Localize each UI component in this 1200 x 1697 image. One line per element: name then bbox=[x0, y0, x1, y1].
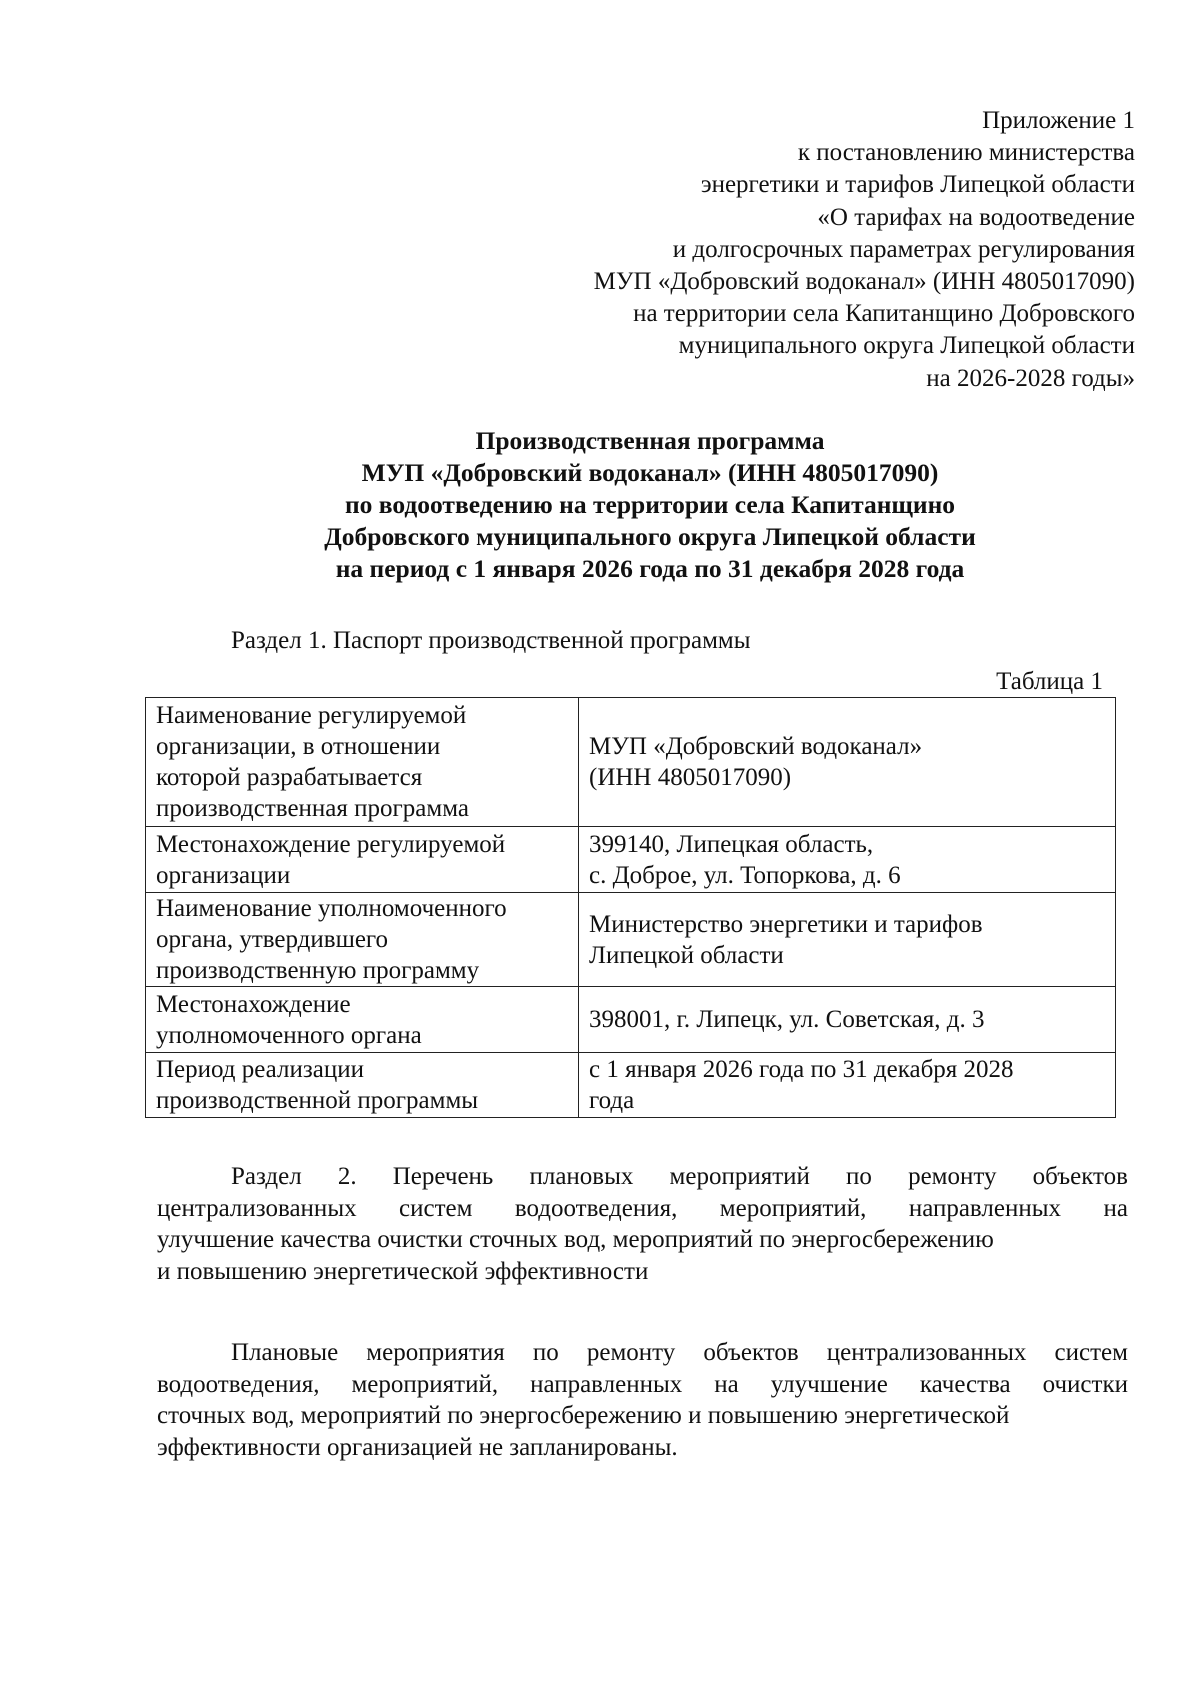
word: Плановые bbox=[231, 1339, 339, 1366]
appendix-block bbox=[335, 105, 1135, 395]
appendix-line: энергетики и тарифов Липецкой области bbox=[700, 171, 1135, 199]
word: очистки bbox=[1042, 1370, 1128, 1398]
word: мероприятий bbox=[669, 1163, 810, 1190]
word: по bbox=[532, 1339, 559, 1366]
word: мероприятия bbox=[366, 1339, 505, 1366]
word: централизованных bbox=[826, 1339, 1027, 1366]
word: мероприятий, bbox=[719, 1194, 867, 1222]
cell-line: организации bbox=[156, 861, 291, 889]
table-cell-value bbox=[579, 827, 1116, 893]
cell-line: производственной программы bbox=[156, 1087, 479, 1114]
plan-paragraph bbox=[157, 1337, 1128, 1463]
cell-line: организации, в отношении bbox=[156, 733, 441, 760]
word: объектов bbox=[703, 1339, 799, 1366]
cell-line: Липецкой области bbox=[589, 941, 784, 969]
table-cell-value bbox=[579, 893, 1116, 987]
appendix-line: на 2026-2028 годы» bbox=[926, 364, 1135, 392]
table-label: Таблица 1 bbox=[996, 668, 1103, 695]
table-cell-label bbox=[146, 698, 579, 827]
cell-line: Наименование регулируемой bbox=[156, 702, 467, 729]
word: водоотведения, bbox=[157, 1370, 320, 1398]
table-cell-label bbox=[146, 1053, 579, 1118]
word: качества bbox=[919, 1370, 1011, 1398]
table-row bbox=[146, 893, 1116, 987]
word: ремонту bbox=[908, 1163, 997, 1190]
cell-line: органа, утвердившего bbox=[156, 926, 389, 953]
paragraph-line bbox=[157, 1400, 1128, 1432]
word: систем bbox=[399, 1194, 473, 1222]
cell-line: с. Доброе, ул. Топоркова, д. 6 bbox=[589, 861, 901, 889]
word: Раздел bbox=[231, 1163, 302, 1190]
word: объектов bbox=[1032, 1163, 1128, 1190]
cell-line: 398001, г. Липецк, ул. Советская, д. 3 bbox=[589, 1006, 985, 1033]
title-line: Производственная программа bbox=[475, 426, 825, 455]
table-row bbox=[146, 987, 1116, 1053]
paragraph-line bbox=[157, 1369, 1128, 1401]
cell-line: года bbox=[589, 1087, 635, 1114]
document-title bbox=[150, 425, 1150, 585]
table-cell-label bbox=[146, 987, 579, 1053]
appendix-line: к постановлению министерства bbox=[797, 139, 1135, 167]
section2-heading bbox=[157, 1161, 1128, 1287]
word: по bbox=[846, 1163, 872, 1190]
table-cell-value bbox=[579, 987, 1116, 1053]
table-cell-value bbox=[579, 1053, 1116, 1118]
word: улучшение качества очистки сточных вод, мероприятий по энергосбережению bbox=[157, 1226, 994, 1253]
word: сточных вод, мероприятий по энергосбережению и повышению энергетической bbox=[157, 1402, 1010, 1429]
cell-line: Наименование уполномоченного bbox=[156, 895, 507, 922]
appendix-line: муниципального округа Липецкой области bbox=[678, 332, 1135, 360]
word: и повышению энергетической эффективности bbox=[157, 1257, 649, 1285]
cell-line: Местонахождение bbox=[156, 990, 351, 1018]
word: Перечень bbox=[392, 1163, 494, 1190]
paragraph-line bbox=[157, 1161, 1128, 1193]
title-line: по водоотведению на территории села Капитанщино bbox=[344, 490, 956, 519]
cell-line: МУП «Добровский водоканал» bbox=[589, 733, 923, 760]
appendix-line: на территории села Капитанщино Добровского bbox=[633, 300, 1135, 328]
word: на bbox=[1103, 1194, 1128, 1222]
appendix-line: и долгосрочных параметрах регулирования bbox=[672, 235, 1135, 263]
word: водоотведения, bbox=[514, 1194, 678, 1222]
paragraph-line bbox=[157, 1224, 1128, 1256]
title-line: на период с 1 января 2026 года по 31 декабря 2028 года bbox=[335, 554, 965, 583]
cell-line: Министерство энергетики и тарифов bbox=[589, 910, 983, 938]
passport-table bbox=[145, 697, 1116, 1118]
appendix-line: «О тарифах на водоотведение bbox=[817, 203, 1135, 231]
word: ремонту bbox=[586, 1339, 676, 1366]
word: эффективности организацией не запланированы. bbox=[157, 1433, 678, 1461]
word: плановых bbox=[529, 1163, 634, 1190]
word: направленных bbox=[908, 1194, 1062, 1222]
word: улучшение bbox=[770, 1370, 888, 1398]
table-cell-value bbox=[579, 698, 1116, 827]
title-line: МУП «Добровский водоканал» (ИНН 4805017090) bbox=[361, 458, 939, 487]
paragraph-line bbox=[157, 1432, 1128, 1464]
cell-line: (ИНН 4805017090) bbox=[589, 764, 792, 791]
table-row bbox=[146, 698, 1116, 827]
paragraph-line bbox=[157, 1256, 1128, 1288]
paragraph-line bbox=[157, 1193, 1128, 1225]
table-row bbox=[146, 1053, 1116, 1118]
cell-line: Местонахождение регулируемой bbox=[156, 830, 506, 858]
cell-line: уполномоченного органа bbox=[156, 1021, 422, 1049]
word: мероприятий, bbox=[351, 1370, 499, 1398]
cell-line: производственная программа bbox=[156, 795, 469, 822]
word: на bbox=[714, 1370, 739, 1398]
cell-line: которой разрабатывается bbox=[156, 764, 423, 791]
title-line: Добровского муниципального округа Липецкой области bbox=[324, 522, 976, 551]
appendix-line: МУП «Добровский водоканал» (ИНН 4805017090) bbox=[593, 268, 1135, 296]
word: централизованных bbox=[157, 1194, 357, 1222]
table-cell-label bbox=[146, 893, 579, 987]
cell-line: Период реализации bbox=[156, 1056, 364, 1083]
table-cell-label bbox=[146, 827, 579, 893]
word: 2. bbox=[337, 1163, 357, 1190]
cell-line: с 1 января 2026 года по 31 декабря 2028 bbox=[589, 1056, 1014, 1083]
appendix-line: Приложение 1 bbox=[982, 107, 1135, 134]
cell-line: производственную программу bbox=[156, 957, 480, 984]
word: направленных bbox=[530, 1370, 683, 1398]
table-row bbox=[146, 827, 1116, 893]
cell-line: 399140, Липецкая область, bbox=[589, 830, 874, 858]
word: систем bbox=[1054, 1339, 1128, 1366]
paragraph-line bbox=[157, 1337, 1128, 1369]
section1-heading: Раздел 1. Паспорт производственной программы bbox=[231, 627, 751, 654]
